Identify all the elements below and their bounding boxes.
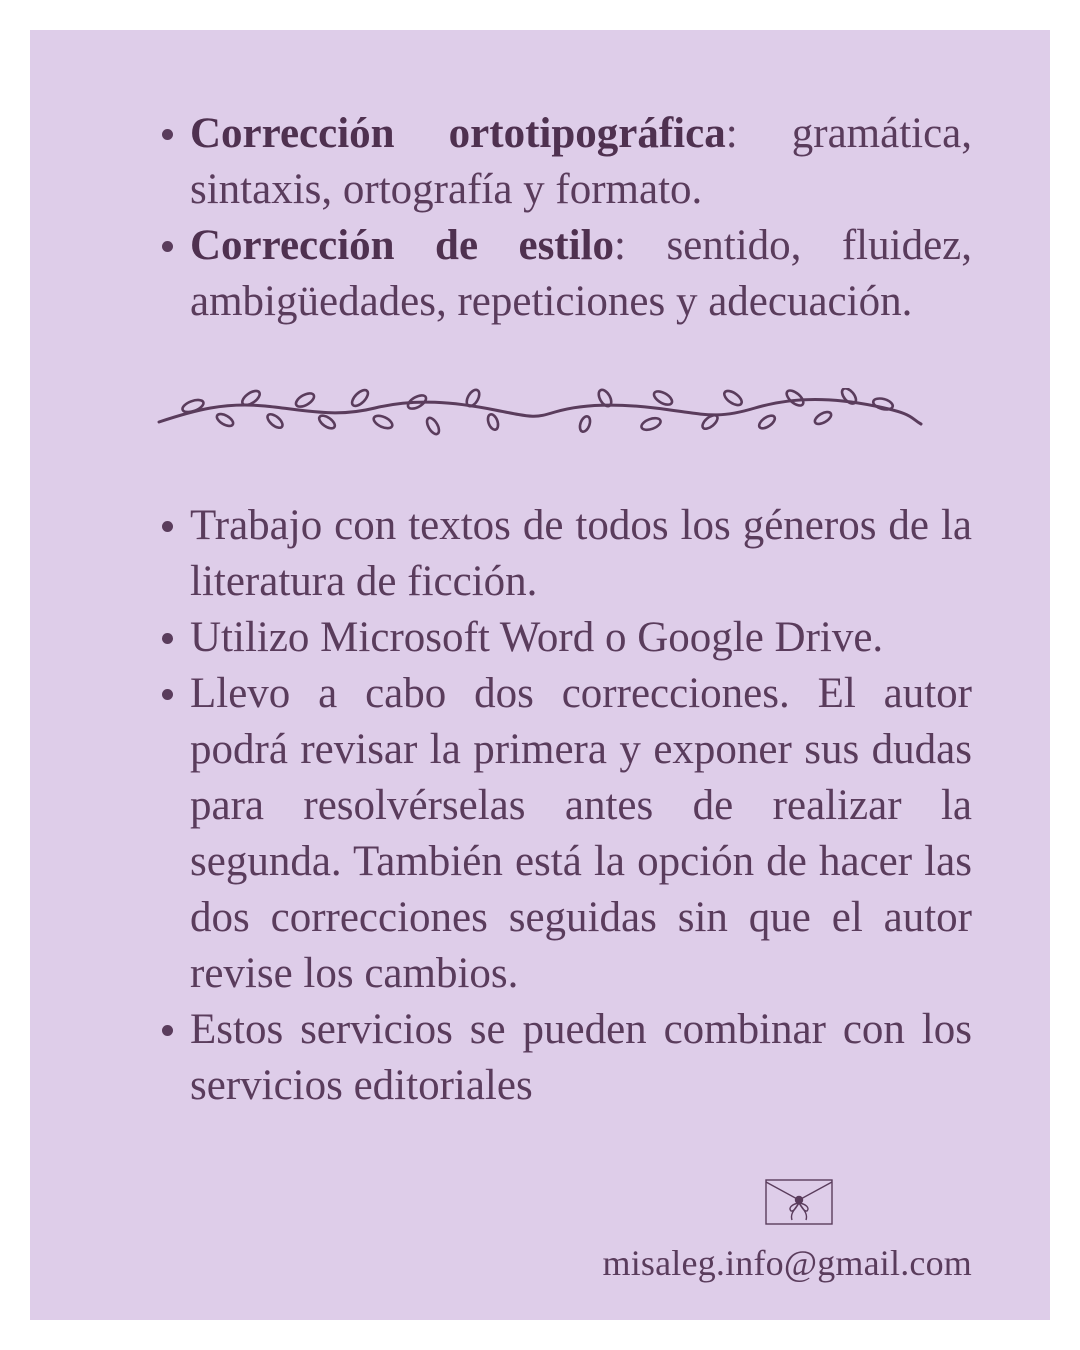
note-item: Trabajo con textos de todos los géneros de la literatura de ficción. [160, 498, 972, 610]
services-list [160, 106, 972, 330]
note-item: Llevo a cabo dos correcciones. El autor podrá revisar la primera y exponer sus dudas para resolvérselas antes de realizar la segunda. También está la opción de hacer las dos correcciones seguidas sin que el autor revise los cambios. [160, 666, 972, 1002]
service-item-proofreading [160, 106, 972, 218]
contact-email[interactable]: misaleg.info@gmail.com [602, 1243, 972, 1283]
note-item: Estos servicios se pueden combinar con los servicios editoriales [160, 1002, 972, 1114]
service-title: Corrección ortotipográfica [190, 110, 726, 157]
service-title: Corrección de estilo [190, 222, 615, 269]
service-item-style-editing [160, 218, 972, 330]
notes-list [160, 498, 972, 1114]
service-description: : gramática, sintaxis, ortografía y formato. [190, 110, 973, 213]
note-item: Utilizo Microsoft Word o Google Drive. [160, 610, 972, 666]
service-description: : sentido, fluidez, ambigüedades, repeticiones y adecuación. [190, 222, 972, 325]
vine-leaves-icon [155, 388, 925, 448]
envelope-icon [764, 1178, 834, 1228]
